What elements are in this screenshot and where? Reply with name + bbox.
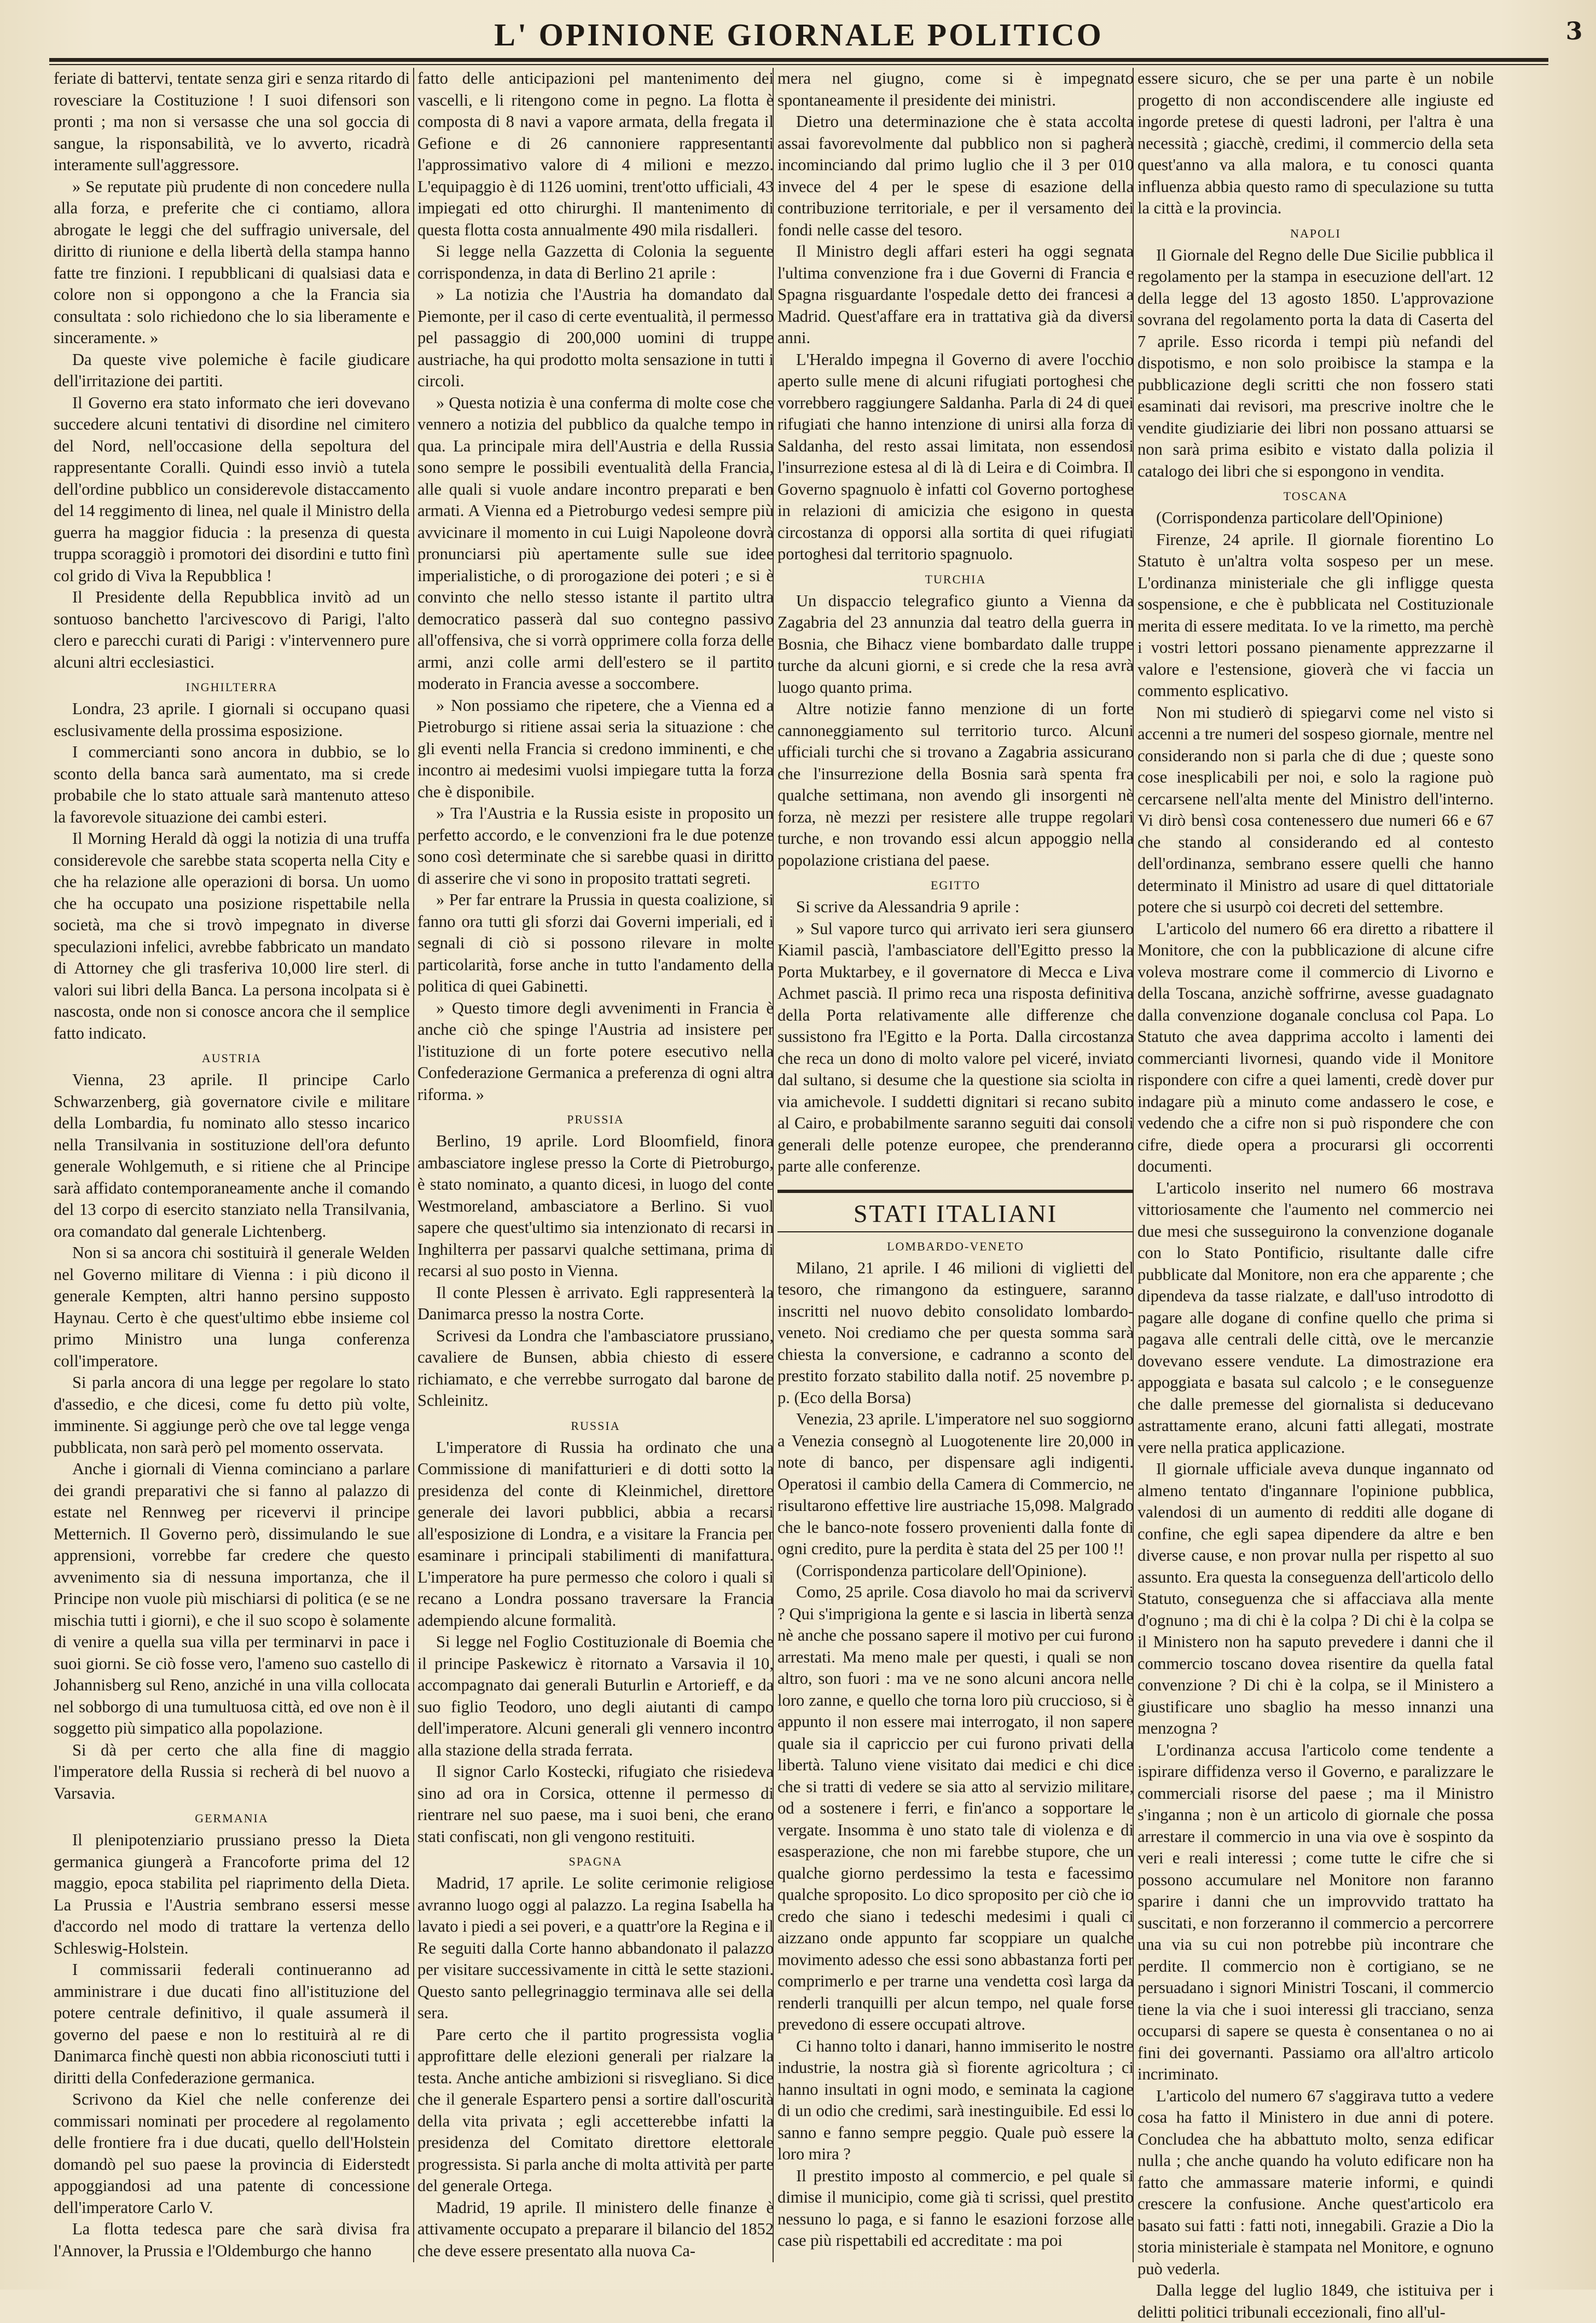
article-paragraph: Si parla ancora di una legge per regolare lo stato d'assedio, e che dicesi, come fu detto più volte, imminente. Si aggiunge però che ove tal legge venga pubblicata, non sarà però pel momento osservata. (54, 1373, 410, 1457)
section-heading: NAPOLI (1290, 226, 1341, 240)
section-heading: GERMANIA (195, 1811, 269, 1825)
article-paragraph: Non si sa ancora chi sostituirà il generale Welden nel Governo militare di Vienna : i più dicono il generale Kempten, altri hanno persino supposto Haynau. Certo è che quest'ultimo ebbe insieme col primo Ministro una lunga conferenza coll'imperatore. (54, 1243, 410, 1370)
section-heading: LOMBARDO-VENETO (887, 1239, 1024, 1253)
article-paragraph: » Se reputate più prudente di non concedere nulla alla forza, e preferite che ci contiamo, allora abrogate le leggi che del suffragio universale, del diritto di riunione e della libertà della stampa hanno fatte tre finzioni. I repubblicani di qualsiasi data e colore non si oppongono a che la Francia sia consultata : solo richiedono che lo sia liberamente e sinceramente. » (54, 177, 410, 347)
article-paragraph: Londra, 23 aprile. I giornali si occupano quasi esclusivamente della prossima esposizione. (54, 699, 410, 740)
article-paragraph: Si dà per certo che alla fine di maggio l'imperatore della Russia si recherà di bel nuovo a Varsavia. (54, 1740, 410, 1803)
article-paragraph: (Corrispondenza particolare dell'Opinione). (796, 1561, 1087, 1580)
section-banner: STATI ITALIANI (777, 1190, 1134, 1232)
section-heading: TURCHIA (925, 572, 986, 586)
article-paragraph: Madrid, 19 aprile. Il ministero delle finanze è attivamente occupato a preparare il bilancio del 1852 che deve essere presentato alla nuova Ca- (417, 2198, 774, 2260)
article-paragraph: Il signor Carlo Kostecki, rifugiato che risiedeva sino ad ora in Corsica, ottenne il permesso di rientrare nel suo paese, ma i suoi beni, che erano stati confiscati, non gli vengono restituiti. (417, 1762, 774, 1846)
article-paragraph: Il giornale ufficiale aveva dunque ingannato od almeno tentato d'ingannare l'opinione pubblica, valendosi di un aumento di redditi alle dogane di confine, che egli sapea dipendere da altre e ben diverse cause, e non provar nulla per rispetto al suo assunto. Era questa la conseguenza dell'articolo dello Statuto, conseguenza che si affacciava alla mente d'ognuno ; ma di chi è la colpa ? Di chi è la colpa se il Ministero non ha saputo prevedere i danni che il commercio toscano dovea risentire da quella fatal convenzione ? Di chi è la colpa, se il Ministero a giustificare uno sbaglio ha messo innanzi una menzogna ? (1137, 1459, 1494, 1737)
article-paragraph: Si legge nella Gazzetta di Colonia la seguente corrispondenza, in data di Berlino 21 aprile : (417, 242, 774, 282)
article-paragraph: L'ordinanza accusa l'articolo come tendente a ispirare diffidenza verso il Governo, e paralizzare le commerciali risorse del paese ; ma il Ministro s'inganna ; non è un articolo di giornale che possa arrestare il commercio in una via ove è sospinto da veri e reali interessi ; come tutte le cifre che si possono accumulare nel Monitore non faranno sparire i danni che un improvvido trattato ha suscitati, e non forzeranno il commercio a percorrere una via su cui non potrebbe più incontrare che perdite. Il commercio non è cortigiano, se ne persuadano i signori Ministri Toscani, il commercio tiene la via che i suoi interessi gli tracciano, senza occuparsi di sapere se questa è consentanea o no ai fini dei governanti. Passiamo ora all'altro articolo incriminato. (1137, 1740, 1494, 2083)
article-paragraph: » Tra l'Austria e la Russia esiste in proposito un perfetto accordo, e le convenzioni fra le due potenze sono così determinate che si sarebbe quasi in diritto di asserire che vi sono in proposito trattati segreti. (417, 804, 774, 888)
article-paragraph: Non mi studierò di spiegarvi come nel visto si accenni a tre numeri del sospeso giornale, mentre nel considerando non si parla che di due ; queste sono cose inesplicabili per noi, e solo la ragione può cercarsene nell'alta mente del Ministro dell'interno. Vi dirò bensì cosa contenessero due numeri 66 e 67 che stando al considerando ed al contesto dell'ordinanza, sembrano essere quelli che hanno determinato il Ministro ad usare di quel dittatoriale potere che si usurpò coi decreti del settembre. (1137, 703, 1494, 916)
article-paragraph: L'articolo del numero 67 s'aggirava tutto a vedere cosa ha fatto il Ministero in due anni di potere. Concludea che ha abbattuto molto, senza edificar nulla ; che anche quando ha voluto edificare non ha fatto che ammassare materie informi, e quindi crescere la confusione. Anche quest'articolo era basato sui fatti : fatti noti, innegabili. Grazie a Dio la storia ministeriale è stampata nel Monitore, e ognuno può vederla. (1137, 2086, 1494, 2278)
article-paragraph: Milano, 21 aprile. I 46 milioni di viglietti del tesoro, che rimangono da estinguere, saranno inscritti nel nuovo debito consolidato lombardo-veneto. Noi crediamo che per questa somma sarà chiesta la conversione, e cadranno a sconto del prestito forzato stabilito dalla notif. 25 novembre p. p. (Eco della Borsa) (777, 1258, 1134, 1407)
article-paragraph: I commissarii federali continueranno ad amministrare i due ducati fino all'istituzione del potere centrale definitivo, il quale assumerà il governo del paese e non lo restituirà al re di Danimarca finchè questi non abbia riconosciuti tutti i diritti della Confederazione germanica. (54, 1960, 410, 2087)
article-paragraph: L'Heraldo impegna il Governo di avere l'occhio aperto sulle mene di alcuni rifugiati portoghesi che vorrebbero raggiungere Saldanha. Parla di 24 di quei rifugiati che hanno intenzione di unirsi alla forza di Saldanha, del resto assai limitata, non essendosi l'insurrezione estesa al di là di Leira e di Coimbra. Il Governo spagnuolo è infatti col Governo portoghese in relazioni di amicizia che esigono in questa circostanza di opporsi alla sortita di quei rifugiati portoghesi dal territorio spagnuolo. (777, 350, 1134, 563)
article-paragraph: » Sul vapore turco qui arrivato ieri sera giunsero Kiamil pascià, l'ambasciatore dell'Egitto presso la Porta Muktarbey, e il governatore di Mecca e Liva Achmet pascià. Il primo reca una risposta definitiva della Porta relativamente alle differenze che sussistono fra l'Egitto e la Porta. Dalla circostanza che reca un dono di molto valore pel viceré, inviato dal sultano, si desume che la questione sia sciolta in via amichevole. I suddetti dignitari si recano subito al Cairo, e probabilmente saranno seguiti dai consoli generali delle potenze europee, che prenderanno parte alle conferenze. (777, 919, 1134, 1175)
article-paragraph: L'imperatore di Russia ha ordinato che una Commissione di manifatturieri e di dotti sotto la presidenza del conte di Kleinmichel, direttore generale dei lavori pubblici, abbia a recarsi all'esposizione di Londra, e a visitare la Francia per esaminare i principali stabilimenti di manifattura. L'imperatore ha pure permesso che coloro i quali si recano a Londra possano traversare la Francia adempiendo alcune formalità. (417, 1438, 774, 1630)
article-paragraph: Berlino, 19 aprile. Lord Bloomfield, finora ambasciatore inglese presso la Corte di Pietroburgo, è stato nominato, a quanto dicesi, in luogo del conte Westmoreland, ambasciatore a Berlino. Si vuol sapere che quest'ultimo sia intenzionato di recarsi in Inghilterra per passarvi qualche settimana, prima di recarsi al suo posto in Vienna. (417, 1132, 774, 1280)
article-paragraph: » Questo timore degli avvenimenti in Francia è anche ciò che spinge l'Austria ad insistere per l'istituzione di un forte potere esecutivo nella Confederazione Germanica a preferenza di ogni altra riforma. » (417, 998, 774, 1104)
article-paragraph: Vienna, 23 aprile. Il principe Carlo Schwarzenberg, già governatore civile e militare della Lombardia, fu nominato allo stesso incarico nella Transilvania in sostituzione dell'ora defunto generale Wohlgemuth, e si ritiene che al Principe sarà affidato contemporaneamente anche il comando del 13 corpo di esercito stanziato nella Transilvania, ora comandato dal generale Lichtenberg. (54, 1070, 410, 1241)
article-paragraph: I commercianti sono ancora in dubbio, se lo sconto della banca sarà aumentato, ma si crede probabile che lo stato attuale sarà mantenuto atteso la favorevole situazione dei cambi esteri. (54, 743, 410, 826)
article-paragraph: essere sicuro, che se per una parte è un nobile progetto di non accondiscendere alle ingiuste ed ingorde pretese di questi ladroni, per l'altra è una necessità ; giacchè, credimi, il commercio della seta quest'anno va alla malora, e tu conosci quanta influenza abbia questo ramo di speculazione su tutta la città e la provincia. (1137, 69, 1494, 217)
article-paragraph: Il Morning Herald dà oggi la notizia di una truffa considerevole che sarebbe stata scoperta nella City e che ha relazione alle operazioni di borsa. Un uomo che ha occupato una posizione rispettabile nella società, ma che si trovò impegnato in diverse speculazioni infelici, avrebbe fabbricato un mandato di Attorney che gli trasferiva 10,000 lire sterl. di valori sui libri della Banca. La persona incolpata si è nascosta, onde non si conosce ancora che il semplice fatto indicato. (54, 829, 410, 1042)
article-paragraph: Il Presidente della Repubblica invitò ad un sontuoso banchetto l'arcivescovo di Parigi, l'alto clero e parecchi curati di Parigi : v'intervennero pure alcuni altri ecclesiastici. (54, 588, 410, 671)
article-paragraph: Da queste vive polemiche è facile giudicare dell'irritazione dei partiti. (54, 350, 410, 390)
article-paragraph: La flotta tedesca pare che sarà divisa fra l'Annover, la Prussia e l'Oldemburgo che hanno (54, 2220, 410, 2260)
article-paragraph: Como, 25 aprile. Cosa diavolo ho mai da scrivervi ? Qui s'imprigiona la gente e si lascia in libertà senza nè anche che possano sapere il motivo per cui furono arrestati. Ma meno male per questi, i quali se non altro, son fuori : ma ve ne sono alcuni ancora nelle loro zanne, e quello che torna loro più cruccioso, si è appunto il non essere mai interrogato, il non sapere quale sia il capriccio per cui furono privati della libertà. Taluno viene visitato dai medici e chi dice che si tratti di vedere se sia atto al servizio militare, od a sostenere i ferri, e fin'anco a sopportare le vergate. Insomma è uno stato tale di violenza e di esasperazione, che non mi farebbe stupore, che un qualche giorno perdessimo la testa e facessimo qualche sproposito. Lo dico sproposito per ciò che io credo che siano i tedeschi medesimi i quali ci aizzano onde appunto far scoppiare un qualche movimento adesso che essi sono abbastanza forti per comprimerlo e per trarne una vendetta così larga da renderli tranquilli per alcun tempo, nel quale forse prevedono di essere occupati altrove. (777, 1583, 1134, 2034)
article-paragraph: Scrivono da Kiel che nelle conferenze dei commissari nominati per procedere al regolamento delle frontiere fra i due ducati, quello dell'Holstein domandò pel suo paese la provincia di Eiderstedt appoggiandosi ad una patente di concessione dell'imperatore Carlo V. (54, 2090, 410, 2217)
masthead-title: L' OPINIONE GIORNALE POLITICO (494, 17, 1104, 53)
article-paragraph: Il prestito imposto al commercio, e pel quale si dimise il municipio, come già ti scrissi, quel prestito nessuno lo paga, e si fanno le esazioni forzose alle case più rispettabili ed accreditate : ma poi (777, 2166, 1134, 2250)
article-paragraph: Dalla legge del luglio 1849, che istituiva per i delitti politici tribunali eccezionali, fino all'ul- (1137, 2281, 1494, 2321)
section-heading: TOSCANA (1283, 489, 1348, 503)
column-4 (1137, 68, 1494, 2321)
article-paragraph: Il Giornale del Regno delle Due Sicilie pubblica il regolamento per la stampa in esecuzione dell'art. 12 della legge del 13 agosto 1850. L'approvazione sovrana del regolamento porta la data di Caserta del 7 aprile. Esso ricorda i tempi più nefandi del dispotismo, e non solo proibisce la stampa e la pubblicazione degli scritti che non fossero stati esaminati dai revisori, ma prescrive inoltre che le vendite giudiziarie dei libri non possano attuarsi se non sarà prima esibito e vistato dalla polizia il catalogo dei libri che si espongono in vendita. (1137, 245, 1494, 480)
article-paragraph: Si scrive da Alessandria 9 aprile : (796, 897, 1020, 916)
article-paragraph: » Questa notizia è una conferma di molte cose che vennero a notizia del pubblico da qualche tempo in qua. La principale mira dell'Austria e della Russia sono sempre le possibili eventualità della Francia, alle quali si vuole andare incontro preparati e ben armati. A Vienna ed a Pietroburgo vedesi sempre più avvicinare il momento in cui Luigi Napoleone dovrà pronunciarsi più apertamente sulle sue idee imperialistiche, o di prorogazione dei poteri ; e si è convinto che nello stesso istante il partito ultra democratico passerà dal suo contegno passivo all'offensiva, che si vorrà opprimere colla forza delle armi, anzi colle armi dell'estero se il partito moderato in Francia avesse a soccombere. (417, 393, 774, 693)
article-paragraph: Il Governo era stato informato che ieri dovevano succedere alcuni tentativi di disordine nel cimitero del Nord, nell'occasione della sepoltura del rappresentante Coralli. Quindi esso inviò a tutela dell'ordine pubblico un considerevole distaccamento del 14 reggimento di linea, nel quale il Ministro della guerra ha maggior fiducia : la presenza di questa truppa scoraggiò i promotori dei disordini e tutto finì col grido di Viva la Repubblica ! (54, 393, 410, 585)
page-number: 3 (1565, 18, 1583, 45)
article-paragraph: L'articolo inserito nel numero 66 mostrava vittoriosamente che l'aumento nel commercio nei due mesi che susseguirono la convenzione doganale con lo Stato Pontificio, risultante dalle cifre pubblicate dal Monitore, non era che apparente ; che dipendeva da tasse rialzate, e dall'uso introdotto di pagare alle dogane di confine quello che prima si pagava alle centrali delle città, ove le mercanzie dovevano essere vendute. La dimostrazione era appoggiata e basata sul calcolo ; e le conseguenze che dalle premesse del giornalista si deducevano astrattamente erano, alcuni fatti allegati, mostrate vere nella pratica applicazione. (1137, 1178, 1494, 1457)
article-paragraph: Altre notizie fanno menzione di un forte cannoneggiamento sul territorio turco. Alcuni ufficiali turchi che si trovano a Zagabria assicurano che l'insurrezione della Bosnia sarà spenta fra qualche settimana, non avendo gli insorgenti nè forza, nè mezzi per resistere alle truppe regolari turche, e non trovando essi alcun appoggio nella popolazione cristiana del paese. (777, 699, 1134, 870)
section-heading: EGITTO (930, 878, 981, 892)
article-paragraph: Il plenipotenziario prussiano presso la Dieta germanica giungerà a Francoforte prima del 12 maggio, epoca stabilita pel riaprimento della Dieta. La Prussia e l'Austria sembrano essersi messe d'accordo nel modo di trattare la vertenza dello Schleswig-Holstein. (54, 1830, 410, 1957)
masthead-rule (49, 58, 1548, 65)
article-paragraph: Il Ministro degli affari esteri ha oggi segnata l'ultima convenzione fra i due Governi di Francia e Spagna risguardante l'ospedale detto dei francesi a Madrid. Quest'affare era in trattativa già da diversi anni. (777, 242, 1134, 347)
article-paragraph: Venezia, 23 aprile. L'imperatore nel suo soggiorno a Venezia consegnò al Luogotenente lire 20,000 in note di banco, per dispensare agli indigenti. Operatosi il cambio della Camera di Commercio, ne risultarono effettive lire austriache 15,098. Malgrado che le banco-note fossero provenienti dalla fonte di ogni credito, pure la perdita è stata del 25 per 100 !! (777, 1410, 1134, 1558)
article-paragraph: Scrivesi da Londra che l'ambasciatore prussiano, cavaliere de Bunsen, abbia chiesto di essere richiamato, e che verrebbe surrogato dal barone de Schleinitz. (417, 1326, 774, 1410)
section-heading: AUSTRIA (201, 1051, 262, 1065)
article-paragraph: » Per far entrare la Prussia in questa coalizione, si fanno ora tutti gli sforzi dai Governi imperiali, ed i segnali di ciò si possono rilevare in molte particolarità, forse anche in tutto l'andamento della politica di quei Gabinetti. (417, 890, 774, 995)
article-paragraph: Anche i giornali di Vienna cominciano a parlare dei grandi preparativi che si fanno al palazzo di estate nel Rennweg per ricevervi il principe Metternich. Il Governo però, dissimulando le sue apprensioni, vorrebbe far credere che questo avvenimento sia di nessuna importanza, che il Principe non vuole più mischiarsi di politica (e se ne mischia tutti i giorni), e che il suo scopo è solamente di venire a quella sua villa per terminarvi in pace i suoi giorni. Se ciò fosse vero, l'ameno suo castello di Johannisberg sul Reno, anziché in una villa collocata nel sobborgo di una tumultuosa città, ed ove non è il soggetto più simpatico alla popolazione. (54, 1459, 410, 1737)
article-paragraph: » Non possiamo che ripetere, che a Vienna ed a Pietroburgo si ritiene assai seria la situazione : che gli eventi nella Francia si credono imminenti, e che incontro ai medesimi vuolsi impiegare tutta la forza che è disponibile. (417, 696, 774, 801)
section-heading: INGHILTERRA (185, 680, 278, 694)
column-2 (417, 68, 774, 2260)
article-paragraph: L'articolo del numero 66 era diretto a ribattere il Monitore, che con la pubblicazione di alcune cifre voleva mostrare come il commercio di Livorno e della Toscana, anzichè soffrirne, avesse guadagnato dalla convenzione doganale conclusa col Papa. Lo Statuto che avea dapprima accolto i lamenti dei commercianti livornesi, quando vide il Monitore rispondere con cifre a quei lamenti, credè dover pur indagare più a minuto come andassero le cose, e vedendo che a cifre non si può rispondere che con cifre, diede opera a procurarsi gli occorrenti documenti. (1137, 919, 1494, 1175)
column-1 (54, 68, 410, 2260)
section-heading: RUSSIA (571, 1418, 620, 1433)
article-paragraph: Firenze, 24 aprile. Il giornale fiorentino Lo Statuto è un'altra volta sospeso per un mese. L'ordinanza ministeriale che gli infligge questa sospensione, e che è pubblicata nel Costituzionale merita di essere meditata. Io ve la rimetto, ma perchè i vostri lettori possano pienamente apprezzarne il valore e l'estensione, gioverà che vi faccia un commento esplicativo. (1137, 530, 1494, 700)
article-paragraph: feriate di battervi, tentate senza giri e senza ritardo di rovesciare la Costituzione ! I suoi difensori son pronti ; ma non si versasse che una sol goccia di sangue, la risponsabilità, ve lo avverto, ricadrà interamente sull'aggressore. (54, 69, 410, 174)
article-paragraph: Il conte Plessen è arrivato. Egli rappresenterà la Danimarca presso la nostra Corte. (417, 1283, 774, 1323)
article-paragraph: » La notizia che l'Austria ha domandato dal Piemonte, per il caso di certe eventualità, il permesso pel passaggio di 200,000 uomini di truppe austriache, ha qui prodotto molta sensazione in tutti i circoli. (417, 285, 774, 390)
article-paragraph: Un dispaccio telegrafico giunto a Vienna da Zagabria del 23 annunzia dal teatro della guerra in Bosnia, che Bihacz viene bombardato dalle truppe turche da alcuni giorni, e si crede che la resa avrà luogo quanto prima. (777, 591, 1134, 697)
column-divider (413, 68, 414, 2262)
article-paragraph: mera nel giugno, come si è impegnato spontaneamente il presidente dei ministri. (777, 69, 1134, 109)
article-paragraph: (Corrispondenza particolare dell'Opinione) (1156, 508, 1443, 527)
section-heading: SPAGNA (568, 1855, 623, 1868)
article-paragraph: Dietro una determinazione che è stata accolta assai favorevolmente dal pubblico non si pagherà incominciando dal primo luglio che il 3 per 010 invece del 4 per le spese di esazione della contribuzione territoriale, e per il versamento dei fondi nelle casse del tesoro. (777, 112, 1134, 239)
article-paragraph: fatto delle anticipazioni pel mantenimento dei vascelli, e li ritengono come in pegno. La flotta è composta di 8 navi a vapore armata, della fregata il Gefione e di 26 cannoniere rappresentanti l'approssimativo valore di 4 milioni e mezzo. L'equipaggio è di 1126 uomini, trent'otto ufficiali, 43 impiegati ed otto chirurghi. Il mantenimento di questa flotta costa annualmente 490 mila risdalleri. (417, 69, 774, 239)
article-paragraph: Pare certo che il partito progressista voglia approfittare delle elezioni generali per rialzare la testa. Anche antiche ambizioni si risvegliano. Si dice che il generale Espartero pensi a sortire dall'oscurità della vita privata ; egli accetterebbe infatti la presidenza del Comitato direttore elettorale progressista. Si parla anche di molta attività per parte del generale Ortega. (417, 2025, 774, 2195)
article-paragraph: Ci hanno tolto i danari, hanno immiserito le nostre industrie, la nostra già sì fiorente agricoltura ; ci hanno insultati in ogni modo, e seminata la cagione di un odio che credimi, sarà inestinguibile. Ed essi lo sanno e fanno sempre peggio. Quale può essere la loro mira ? (777, 2036, 1134, 2163)
section-heading: PRUSSIA (567, 1113, 624, 1126)
article-paragraph: Madrid, 17 aprile. Le solite cerimonie religiose avranno luogo oggi al palazzo. La regina Isabella ha lavato i piedi a sei poveri, e a quattr'ore la Regina e il Re seguiti dalla Corte hanno abbandonato il palazzo per visitare successivamente in città le sette stazioni. Questo santo pellegrinaggio terminava alle sei della sera. (417, 1874, 774, 2022)
column-3 (777, 68, 1134, 2251)
article-paragraph: Si legge nel Foglio Costituzionale di Boemia che il principe Paskewicz è ritornato a Varsavia il 10, accompagnato dai generali Buturlin e Artorieff, e da suo figlio Teodoro, uno degli aiutanti di campo dell'imperatore. Alcuni generali gli vennero incontro alla stazione della strada ferrata. (417, 1632, 774, 1759)
